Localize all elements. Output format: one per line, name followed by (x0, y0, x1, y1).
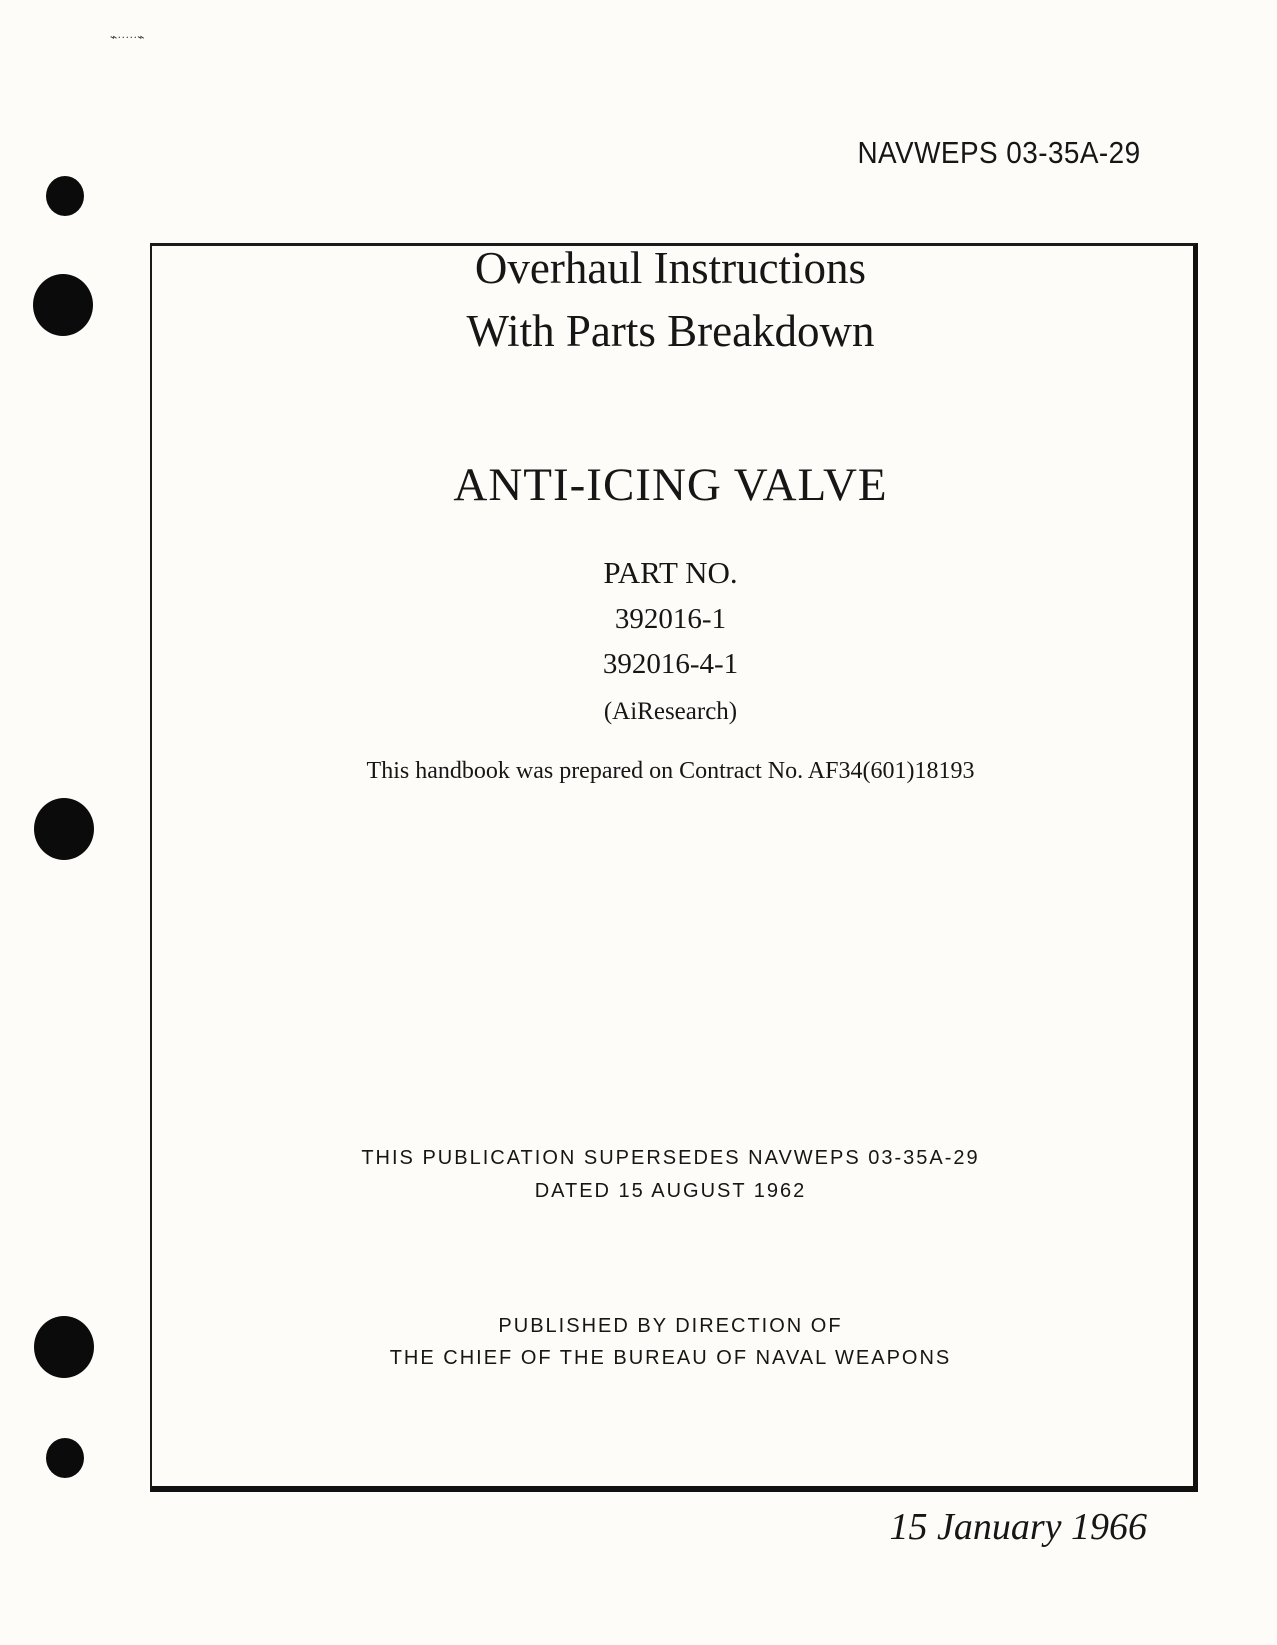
binder-hole-5 (46, 1438, 84, 1478)
published-line-2: THE CHIEF OF THE BUREAU OF NAVAL WEAPONS (389, 1347, 952, 1369)
binder-hole-3 (34, 798, 94, 860)
supersedes-line-2: DATED 15 AUGUST 1962 (534, 1180, 807, 1202)
subject-title: ANTI-ICING VALVE (453, 459, 888, 511)
document-number: NAVWEPS 03-35A-29 (857, 135, 1141, 170)
part-no-label: PART NO. (603, 555, 738, 590)
binder-hole-1 (46, 176, 84, 216)
publication-date: 15 January 1966 (889, 1506, 1147, 1548)
part-number: 392016-4-1 (602, 648, 739, 680)
binder-hole-2 (33, 274, 93, 336)
title-line-1: Overhaul Instructions (474, 243, 867, 293)
contract-note: This handbook was prepared on Contract No. AF34(601)18193 (366, 758, 975, 784)
published-line-1: PUBLISHED BY DIRECTION OF (498, 1315, 843, 1337)
binder-hole-4 (34, 1316, 94, 1378)
manufacturer: (AiResearch) (603, 698, 738, 725)
supersedes-line-1: THIS PUBLICATION SUPERSEDES NAVWEPS 03-35A-29 (361, 1147, 980, 1169)
part-number: 392016-1 (614, 603, 727, 635)
title-line-2: With Parts Breakdown (466, 306, 875, 356)
cover-frame (150, 243, 1198, 1492)
scan-mark: ⌁·····⌁ (110, 30, 145, 44)
